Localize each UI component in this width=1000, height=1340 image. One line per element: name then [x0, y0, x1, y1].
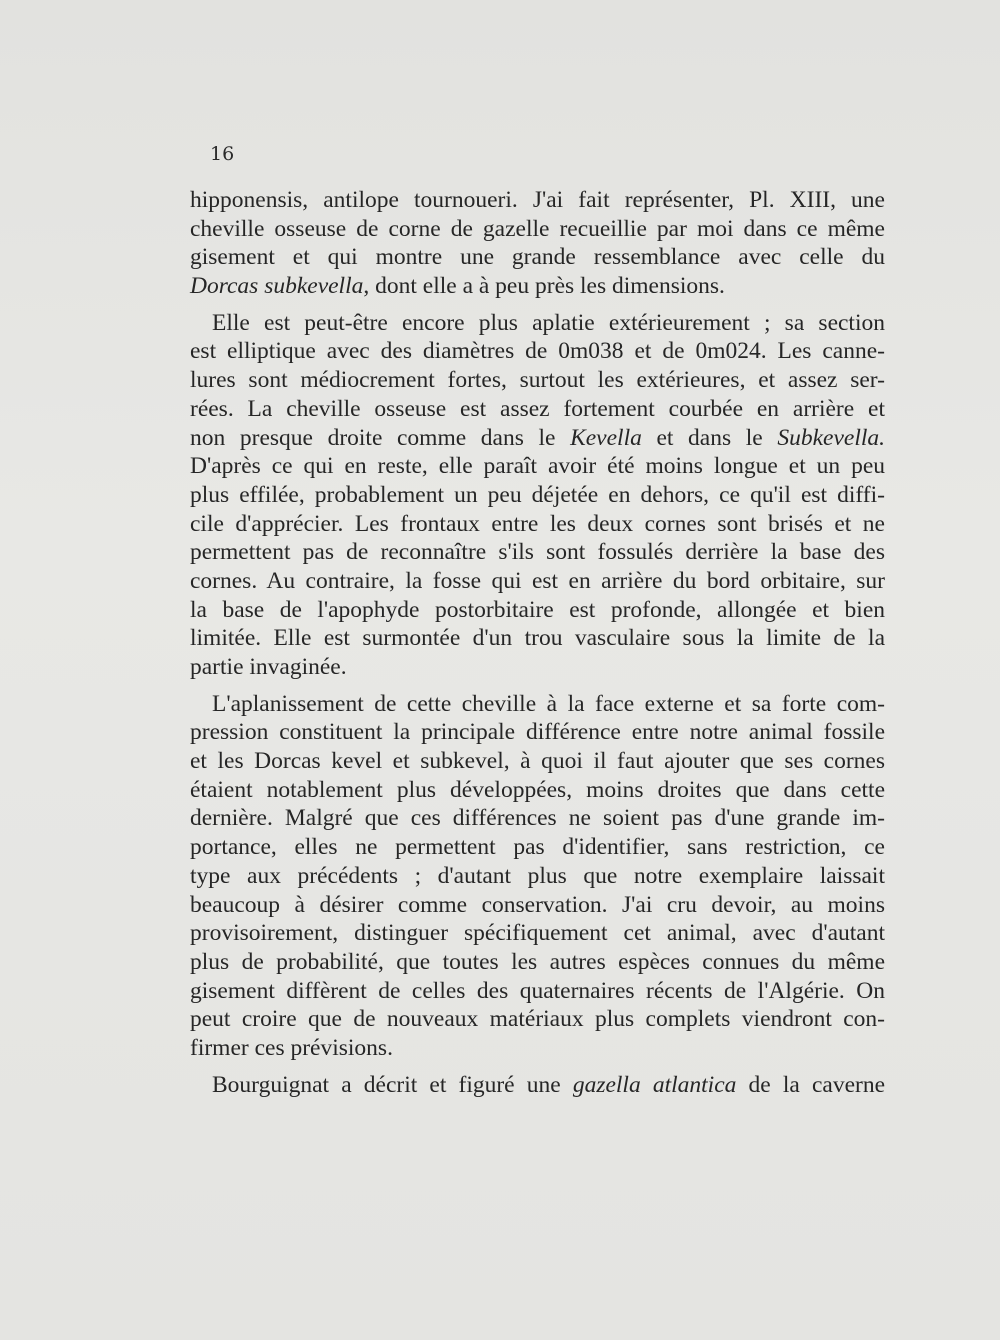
text-line: la base de l'apophyde postorbitaire est profonde, allongée et bien — [190, 596, 885, 623]
text-segment: et dans le — [641, 424, 778, 451]
italic-text: Dorcas subkevella — [190, 273, 364, 300]
text-line: L'aplanissement de cette cheville à la face externe et sa forte com- — [212, 690, 885, 717]
text-line: rées. La cheville osseuse est assez fortement courbée en arrière et — [190, 395, 885, 422]
text-line: hipponensis, antilope tournoueri. J'ai fait représenter, Pl. XIII, une — [190, 187, 885, 213]
text-line: cornes. Au contraire, la fosse qui est en arrière du bord orbitaire, sur — [190, 567, 885, 594]
text-line: est elliptique avec des diamètres de 0m038 et de 0m024. Les canne- — [190, 338, 885, 365]
text-segment: de la caverne — [736, 1071, 886, 1098]
text-line: beaucoup à désirer comme conservation. J'ai cru devoir, au moins — [190, 891, 885, 918]
text-line — [190, 424, 885, 453]
paragraph — [190, 186, 885, 301]
text-segment: non presque droite comme dans le — [190, 424, 571, 451]
text-line: D'après ce qui en reste, elle paraît avoir été moins longue et un peu — [190, 453, 885, 480]
text-line: limitée. Elle est surmontée d'un trou vasculaire sous la limite de la — [190, 625, 885, 652]
text-line: plus de probabilité, que toutes les autres espèces connues du même — [190, 948, 885, 975]
text-line: dernière. Malgré que ces différences ne soient pas d'une grande im- — [190, 805, 885, 832]
text-line: pression constituent la principale différence entre notre animal fossile — [190, 719, 885, 746]
text-segment: , dont elle a à peu près les dimensions. — [363, 273, 725, 300]
text-segment: Bourguignat a décrit et figuré une — [212, 1071, 573, 1098]
paragraph — [190, 309, 885, 682]
text-line: plus effilée, probablement un peu déjetée en dehors, ce qu'il est diffi- — [190, 481, 885, 508]
text-line: provisoirement, distinguer spécifiquement cet animal, avec d'autant — [190, 920, 885, 947]
italic-text: gazella atlantica — [572, 1071, 737, 1098]
italic-text: Subkevella. — [777, 424, 885, 451]
text-line: type aux précédents ; d'autant plus que notre exemplaire laissait — [190, 862, 885, 889]
text-line: et les Dorcas kevel et subkevel, à quoi il faut ajouter que ses cornes — [190, 748, 885, 775]
text-line — [190, 272, 885, 301]
text-line: Elle est peut-être encore plus aplatie extérieurement ; sa section — [212, 309, 885, 336]
text-line: peut croire que de nouveaux matériaux plus complets viendront con- — [190, 1006, 885, 1033]
text-line: permettent pas de reconnaître s'ils sont fossulés derrière la base des — [190, 539, 885, 566]
text-line: cile d'apprécier. Les frontaux entre les deux cornes sont brisés et ne — [190, 510, 885, 537]
text-line: portance, elles ne permettent pas d'identifier, sans restriction, ce — [190, 834, 885, 861]
text-line: gisement diffèrent de celles des quaternaires récents de l'Algérie. On — [190, 977, 885, 1004]
page-number: 16 — [210, 143, 235, 165]
body-text — [190, 186, 885, 1099]
paragraph-gap — [190, 1063, 885, 1071]
paragraph — [190, 690, 885, 1063]
text-line: gisement et qui montre une grande ressemblance avec celle du — [190, 244, 885, 271]
paragraph-gap — [190, 682, 885, 690]
text-line: cheville osseuse de corne de gazelle recueillie par moi dans ce même — [190, 215, 885, 242]
paragraph — [190, 1071, 885, 1100]
text-line: étaient notablement plus développées, moins droites que dans cette — [190, 776, 885, 803]
text-line: lures sont médiocrement fortes, surtout les extérieures, et assez ser- — [190, 367, 885, 394]
italic-text: Kevella — [570, 424, 642, 451]
text-line: partie invaginée. — [190, 654, 347, 680]
text-line: firmer ces prévisions. — [190, 1034, 393, 1061]
text-line — [190, 1071, 885, 1100]
paragraph-gap — [190, 301, 885, 309]
